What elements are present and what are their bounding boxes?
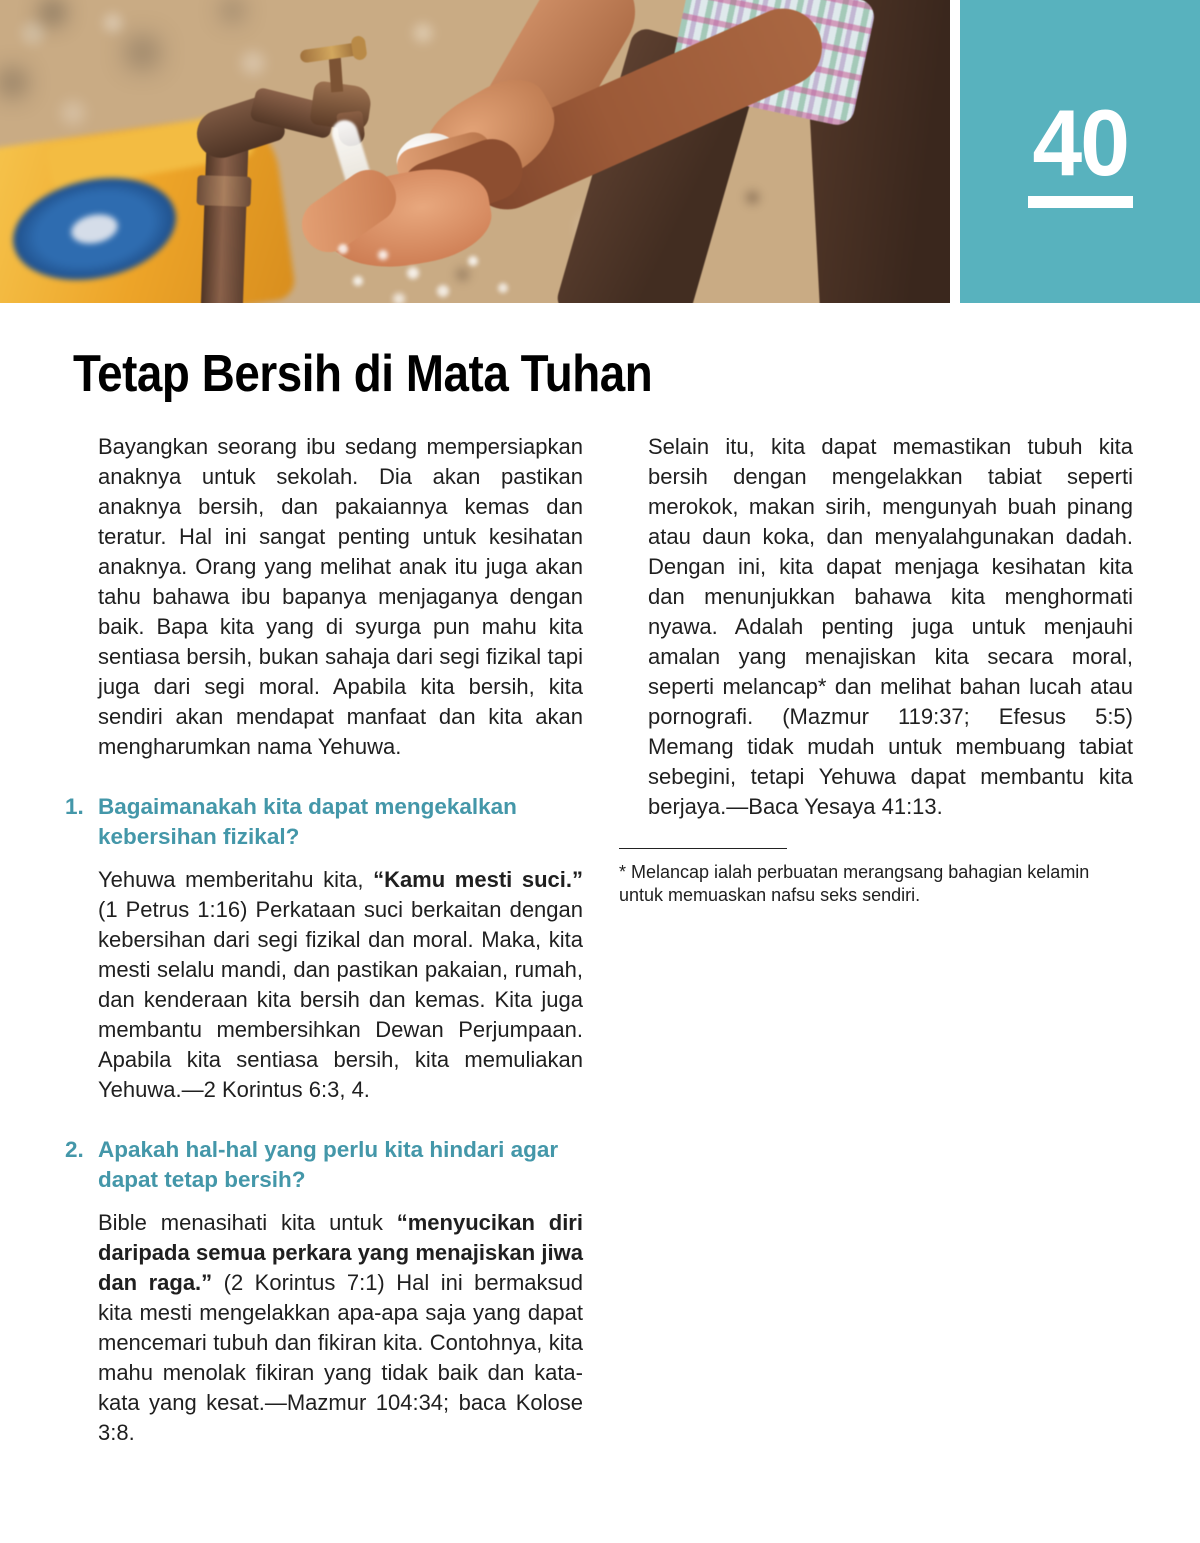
left-column [65,432,583,1448]
chapter-number-underline [1028,196,1133,208]
footnote-block [615,848,1133,907]
chapter-number-block [960,0,1200,303]
footnote-text: * Melancap ialah perbuatan merangsang bahagian kelamin untuk memuaskan nafsu seks sendiri. [619,861,1090,905]
photo-foreground-layer [0,0,950,303]
right-column-paragraph: Selain itu, kita dapat memastikan tubuh kita bersih dengan mengelakkan tabiat seperti merokok, makan sirih, mengunyah buah pinang atau daun koka, dan menyalahgunakan dadah. Dengan ini, kita dapat menjaga kesihatan kita dan menunjukkan bahawa kita menghormati nyawa. Adalah penting juga untuk menjauhi amalan yang menajiskan kita secara moral, seperti melancap* dan melihat bahan lucah atau pornografi. (Mazmur 119:37; Efesus 5:5) Memang tidak mudah untuk membuang tabiat sebegini, tetapi Yehuwa dapat membantu kita berjaya.—Baca Yesaya 41:13. [648,433,1133,819]
answer-2-paragraph: Bible menasihati kita untuk “menyucikan diri daripada semua perkara yang menajiskan jiwa dan raga.” (2 Korintus 7:1) Hal ini bermaksud kita mesti mengelakkan apa-apa saja yang dapat mencemari tubuh dan fikiran kita. Contohnya, kita mahu menolak fikiran yang tidak baik dan kata-kata yang kesat.—Mazmur 104:34; baca Kolose 3:8. [98,1209,584,1445]
hero-photo [0,0,950,303]
question-1-text: Bagaimanakah kita dapat mengekalkan kebersihan fizikal? [98,793,517,849]
question-1-number: 1. [65,793,84,819]
page-title: Tetap Bersih di Mata Tuhan [73,345,653,403]
question-1-heading [65,792,583,852]
tap-handle-knob-shape [350,35,367,61]
article-columns [65,432,1133,1448]
question-2-number: 2. [65,1136,84,1162]
water-splash-droplets-shape [0,0,6,6]
intro-paragraph: Bayangkan seorang ibu sedang mempersiapkan anaknya untuk sekolah. Dia akan pastikan anaknya bersih, dan pakaiannya kemas dan teratur. Hal ini sangat penting untuk kesihatan anaknya. Orang yang melihat anak itu juga akan tahu bahawa ibu bapanya menjaganya dengan baik. Bapa kita yang di syurga pun mahu kita sentiasa bersih, bukan sahaja dari segi fizikal tapi juga dari segi moral. Apabila kita bersih, kita sendiri akan mendapat manfaat dan kita akan mengharumkan nama Yehuwa. [98,433,583,759]
right-column [615,432,1133,1448]
tap-handle-stem-shape [329,58,343,93]
hero-section [0,0,1200,303]
footnote-divider [619,848,787,849]
chapter-number: 40 [1032,89,1128,195]
pipe-coupling-shape [196,175,251,207]
question-2-text: Apakah hal-hal yang perlu kita hindari agar dapat tetap bersih? [98,1136,559,1192]
answer-1-paragraph: Yehuwa memberitahu kita, “Kamu mesti suci.” (1 Petrus 1:16) Perkataan suci berkaitan dengan kebersihan dari segi fizikal dan moral. Maka, kita mesti selalu mandi, dan pastikan pakaian, rumah, dan kenderaan kita bersih dan kemas. Kita juga membantu membersihkan Dewan Perjumpaan. Apabila kita sentiasa bersih, kita memuliakan Yehuwa.—2 Korintus 6:3, 4. [98,866,584,1102]
question-2-heading [65,1135,583,1195]
